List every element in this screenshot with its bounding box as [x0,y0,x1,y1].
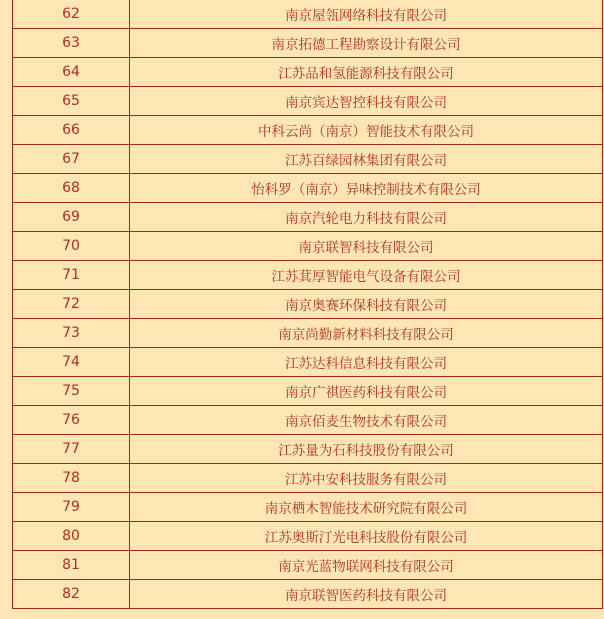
row-number: 75 [13,377,130,406]
table-row [13,232,603,261]
company-name: 江苏百绿园林集团有限公司 [130,145,603,174]
row-number: 79 [13,493,130,522]
row-number: 69 [13,203,130,232]
row-number: 68 [13,174,130,203]
table-row [13,0,603,29]
table-row [13,29,603,58]
company-name: 南京汽轮电力科技有限公司 [130,203,603,232]
company-name: 江苏品和氢能源科技有限公司 [130,58,603,87]
company-name: 南京联智科技有限公司 [130,232,603,261]
table-row [13,145,603,174]
row-number: 70 [13,232,130,261]
table-row [13,58,603,87]
row-number: 64 [13,58,130,87]
table-row [13,493,603,522]
row-number: 65 [13,87,130,116]
company-name: 南京联智医药科技有限公司 [130,580,603,609]
company-name: 南京栖木智能技术研究院有限公司 [130,493,603,522]
row-number: 73 [13,319,130,348]
company-name: 江苏奥斯汀光电科技股份有限公司 [130,522,603,551]
table-row [13,435,603,464]
company-name: 江苏萁厚智能电气设备有限公司 [130,261,603,290]
company-name: 江苏量为石科技股份有限公司 [130,435,603,464]
company-name: 南京广祺医药科技有限公司 [130,377,603,406]
row-number: 80 [13,522,130,551]
table-row [13,464,603,493]
table-row [13,261,603,290]
row-number: 71 [13,261,130,290]
company-name: 南京光蓝物联网科技有限公司 [130,551,603,580]
company-name: 南京尚勤新材料科技有限公司 [130,319,603,348]
table-row [13,522,603,551]
company-name: 南京屋瓴网络科技有限公司 [130,0,603,29]
row-number: 76 [13,406,130,435]
row-number: 72 [13,290,130,319]
row-number: 74 [13,348,130,377]
table-row [13,87,603,116]
company-table-body [13,0,603,609]
row-number: 78 [13,464,130,493]
table-row [13,377,603,406]
company-name: 江苏达科信息科技有限公司 [130,348,603,377]
company-name: 江苏中安科技服务有限公司 [130,464,603,493]
row-number: 77 [13,435,130,464]
row-number: 81 [13,551,130,580]
company-table [12,0,603,609]
table-row [13,319,603,348]
table-row [13,551,603,580]
table-row [13,116,603,145]
table-row [13,203,603,232]
table-row [13,406,603,435]
company-name: 南京宾达智控科技有限公司 [130,87,603,116]
table-row [13,348,603,377]
company-name: 南京奥赛环保科技有限公司 [130,290,603,319]
company-name: 南京佰麦生物技术有限公司 [130,406,603,435]
table-row [13,174,603,203]
row-number: 82 [13,580,130,609]
row-number: 62 [13,0,130,29]
table-row [13,580,603,609]
row-number: 66 [13,116,130,145]
company-name: 中科云尚（南京）智能技术有限公司 [130,116,603,145]
company-name: 南京拓德工程勘察设计有限公司 [130,29,603,58]
company-name: 怡科罗（南京）异味控制技术有限公司 [130,174,603,203]
row-number: 63 [13,29,130,58]
row-number: 67 [13,145,130,174]
table-row [13,290,603,319]
